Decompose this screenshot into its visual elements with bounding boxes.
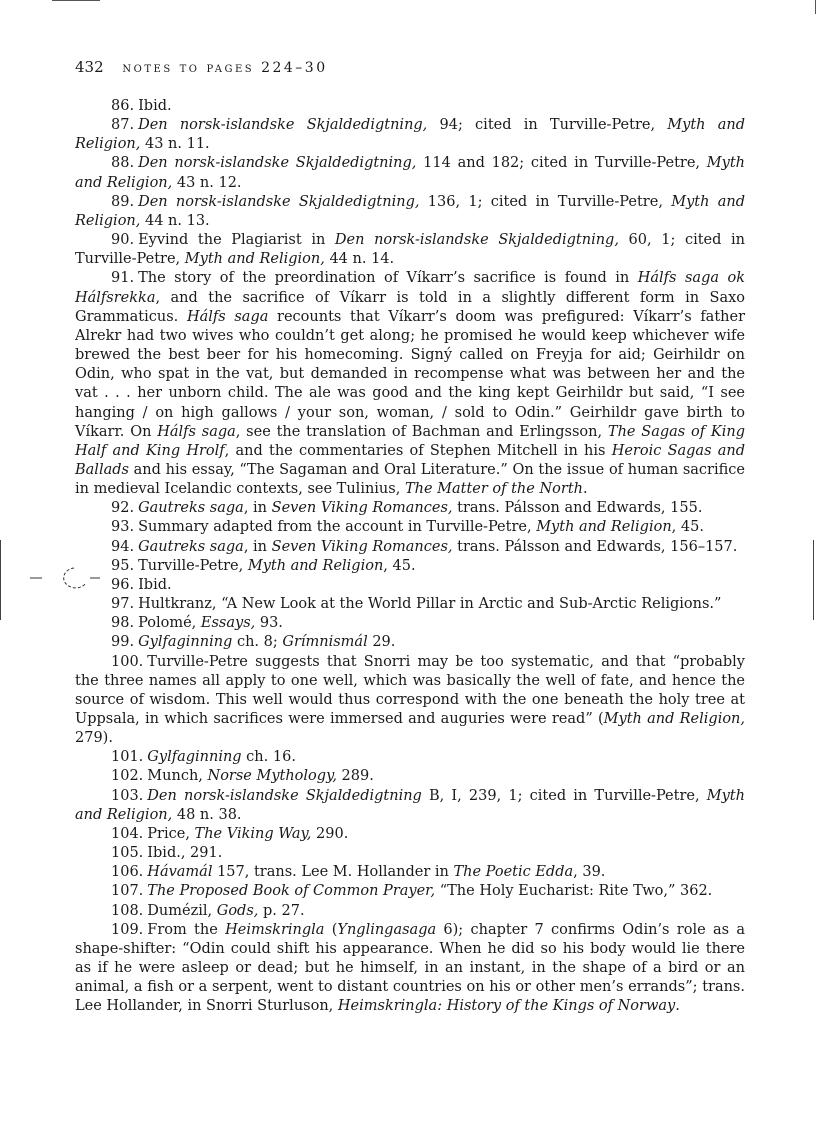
endnote-title-text: The Matter of the North — [404, 481, 583, 498]
registration-line-right — [813, 540, 814, 620]
endnote-title-text: Essays, — [200, 615, 256, 632]
endnote-number: 97. — [111, 596, 135, 613]
endnote-title-text: Den norsk-islandske Skjaldedigtning — [147, 787, 422, 804]
endnote-number: 96. — [111, 576, 135, 593]
endnote-number: 101. — [111, 749, 144, 766]
endnote — [75, 557, 745, 576]
endnotes-list — [75, 97, 745, 1017]
endnote — [75, 614, 745, 633]
endnote-text: , in — [243, 538, 272, 555]
endnote-text: , and the commentaries of Stephen Mitchell in his — [224, 442, 612, 459]
endnote-text: 29. — [367, 634, 396, 651]
endnote — [75, 653, 745, 749]
endnote-text: trans. Pálsson and Edwards, 155. — [452, 500, 703, 517]
endnote-title-text: The Viking Way, — [194, 825, 312, 842]
endnote-text: 290. — [311, 825, 349, 842]
endnote-title-text: The Poetic Edda — [453, 864, 574, 881]
endnote-title-text: Myth and Religion, — [75, 117, 745, 153]
endnote-text: Price, — [147, 825, 195, 842]
endnote-title-text: Myth and Religion, — [75, 155, 745, 191]
endnote-title-text: Den norsk-islandske Skjaldedigtning, — [138, 117, 428, 134]
endnote-number: 87. — [111, 117, 135, 134]
endnote-number: 90. — [111, 232, 135, 249]
endnote-title-text: Norse Mythology, — [207, 768, 337, 785]
endnote-text: ch. 8; — [232, 634, 283, 651]
endnote-title-text: Den norsk-islandske Skjaldedigtning, — [334, 232, 619, 249]
endnote-number: 109. — [111, 921, 144, 938]
endnote-text: 114 and 182; cited in Turville-Petre, — [416, 155, 707, 172]
endnote-title-text: Seven Viking Romances, — [271, 500, 453, 517]
endnote — [75, 863, 745, 882]
endnote-text: ( — [324, 921, 338, 938]
endnote-number: 95. — [111, 557, 135, 574]
endnote-number: 88. — [111, 155, 135, 172]
endnote — [75, 231, 745, 269]
endnote-text: 157, trans. Lee M. Hollander in — [212, 864, 454, 881]
endnote — [75, 576, 745, 595]
endnote-text: Turville-Petre suggests that Snorri may be too systematic, and that “probably the three names all apply to one well, which was basically the well of fate, and hence the source of wisdom. This well would thus correspond with the one beneath the holy tree at Uppsala, in which sacrifices were immersed and auguries were read” ( — [75, 653, 745, 727]
endnote-title-text: Den norsk-islandske Skjaldedigtning, — [138, 155, 417, 172]
endnote-title-text: Seven Viking Romances, — [271, 538, 453, 555]
endnote-text: B, I, 239, 1; cited in Turville-Petre, — [421, 787, 707, 804]
endnote-text: , and the sacrifice of Víkarr is told in a slightly different form in Saxo Grammaticus. — [75, 289, 745, 325]
endnote-text: , in — [243, 500, 272, 517]
endnote-title-text: Hálfs saga ok Hálfsrekka — [75, 270, 745, 306]
endnote-text: From the — [147, 921, 226, 938]
endnote-title-text: Myth and Religion, — [75, 193, 745, 229]
endnote — [75, 538, 745, 557]
endnote-text: Dumézil, — [147, 902, 217, 919]
endnote-number: 105. — [111, 845, 144, 862]
endnote-title-text: Den norsk-islandske Skjaldedigtning, — [138, 193, 420, 210]
endnote-number: 99. — [111, 634, 135, 651]
endnote-text: , 45. — [383, 557, 416, 574]
endnote-number: 93. — [111, 519, 135, 536]
endnote — [75, 844, 745, 863]
endnote — [75, 748, 745, 767]
endnote-text: Turville-Petre, — [138, 557, 248, 574]
endnote — [75, 154, 745, 192]
endnote-text: 93. — [255, 615, 283, 632]
endnote-number: 108. — [111, 902, 144, 919]
endnote-title-text: Hálfs saga — [186, 308, 269, 325]
endnote-title-text: Gautreks saga — [138, 538, 244, 555]
endnote-text: 43 n. 12. — [172, 174, 242, 191]
endnote-number: 106. — [111, 864, 144, 881]
endnote-text: , see the translation of Bachman and Erlingsson, — [235, 423, 608, 440]
endnote-text: recounts that Víkarr’s doom was prefigured: Víkarr’s father Alrekr had two wives who couldn’t get along; he promised he would keep whichever wife brewed the best beer for his homecoming. Signý called on Freyja for aid; Geirhildr on Odin, who spat in the vat, but demanded in recompense what was between her and the vat . . . her unborn child. The ale was good and the king kept Geirhildr but said, “I see hanging / on high gallows / your son, woman, / sold to Odin.” Geirhildr gave birth to Víkarr. On — [75, 308, 746, 440]
endnote-text: 289. — [336, 768, 374, 785]
endnote-number: 91. — [111, 270, 135, 287]
endnote-number: 104. — [111, 825, 144, 842]
endnote — [75, 269, 745, 499]
endnote-text: Munch, — [147, 768, 208, 785]
endnote-number: 100. — [111, 653, 144, 670]
endnote — [75, 193, 745, 231]
endnote-number: 107. — [111, 883, 144, 900]
endnote — [75, 116, 745, 154]
endnote-text: p. 27. — [258, 902, 305, 919]
endnote-text: . — [675, 998, 680, 1015]
endnote-number: 103. — [111, 787, 144, 804]
endnote-text: 43 n. 11. — [140, 136, 210, 153]
endnote — [75, 825, 745, 844]
endnote-number: 102. — [111, 768, 144, 785]
endnote-number: 98. — [111, 615, 135, 632]
endnote-text: ch. 16. — [241, 749, 296, 766]
endnote-text: Ibid. — [138, 576, 172, 593]
endnote-text: 279). — [75, 730, 113, 747]
endnote-text: Summary adapted from the account in Turville-Petre, — [138, 519, 537, 536]
page-number: 432 — [75, 58, 104, 76]
endnote-text: , 39. — [573, 864, 606, 881]
endnote-text: . — [582, 481, 588, 498]
endnote-title-text: Hávamál — [147, 864, 213, 881]
endnote-title-text: Myth and Religion — [247, 557, 384, 574]
endnote-title-text: Ynglingasaga — [337, 921, 437, 938]
endnote-text: 60, 1; cited in Turville-Petre, — [75, 232, 745, 268]
endnote — [75, 787, 745, 825]
endnote-text: Ibid. — [138, 98, 172, 114]
endnote-number: 94. — [111, 538, 135, 555]
endnote-title-text: Heimskringla — [225, 921, 325, 938]
endnote — [75, 767, 745, 786]
endnote — [75, 499, 745, 518]
endnote — [75, 518, 745, 537]
endnote-text: The story of the preordination of Víkarr’s sacrifice is found in — [138, 270, 638, 287]
endnote-text: 48 n. 38. — [172, 806, 242, 823]
endnote-text: Eyvind the Plagiarist in — [138, 232, 335, 249]
endnote-number: 86. — [111, 98, 135, 114]
endnote-title-text: Myth and Religion, — [603, 711, 746, 727]
endnote-title-text: Gods, — [216, 902, 259, 919]
endnote-title-text: Myth and Religion, — [184, 251, 325, 268]
endnote-text: 6); chapter 7 confirms Odin’s role as a shape-shifter: “Odin could shift his appearance. When he did so his body would lie there as if he were asleep or dead; but he himself, in an instant, in the shape of a bird or an animal, a fish or a serpent, went to distant countries on his or other men’s errands”; trans. Lee Hollander, in Snorri Sturluson, — [75, 921, 745, 1015]
endnote-text: 44 n. 14. — [324, 251, 395, 268]
crop-mark-top — [52, 0, 100, 1]
endnote-text: trans. Pálsson and Edwards, 156–157. — [452, 538, 738, 555]
endnote — [75, 97, 745, 116]
endnote-text: 94; cited in Turville-Petre, — [427, 117, 668, 134]
endnote-number: 92. — [111, 500, 135, 517]
endnote-text: and his essay, “The Sagaman and Oral Literature.” On the issue of human sacrifice in medieval Icelandic contexts, see Tulinius, — [75, 461, 745, 498]
endnote-number: 89. — [111, 193, 135, 210]
running-title: notes to pages 224–30 — [122, 60, 328, 76]
endnote — [75, 902, 745, 921]
endnote — [75, 882, 745, 901]
registration-line-left — [0, 540, 1, 620]
endnote-title-text: Gautreks saga — [138, 500, 244, 517]
endnote-text: , 45. — [671, 519, 704, 536]
endnote-text: Ibid., 291. — [147, 845, 223, 862]
endnote — [75, 633, 745, 652]
endnote-title-text: Hálfs saga — [157, 423, 236, 440]
running-header — [75, 57, 745, 78]
endnote-title-text: Heroic Sagas and Ballads — [75, 442, 746, 478]
endnote-text: 44 n. 13. — [140, 212, 210, 229]
endnote — [75, 921, 745, 1017]
endnote-title-text: Myth and Religion, — [75, 787, 745, 823]
endnote-title-text: The Sagas of King Half and King Hrolf — [75, 423, 746, 459]
endnote-title-text: Heimskringla: History of the Kings of Norway — [337, 998, 676, 1015]
endnote-title-text: Grímnismál — [282, 634, 368, 651]
endnote-title-text: Myth and Religion — [536, 519, 672, 536]
endnote-text: “The Holy Eucharist: Rite Two,” 362. — [435, 883, 713, 900]
endnote-title-text: Gylfaginning — [147, 749, 242, 766]
endnote-text: Hultkranz, “A New Look at the World Pillar in Arctic and Sub-Arctic Religions.” — [138, 596, 722, 613]
endnote-title-text: Gylfaginning — [138, 634, 233, 651]
endnote — [75, 595, 745, 614]
endnote-text: Polomé, — [138, 615, 201, 632]
endnote-text: 136, 1; cited in Turville-Petre, — [419, 193, 672, 210]
endnote-title-text: The Proposed Book of Common Prayer, — [147, 883, 436, 900]
